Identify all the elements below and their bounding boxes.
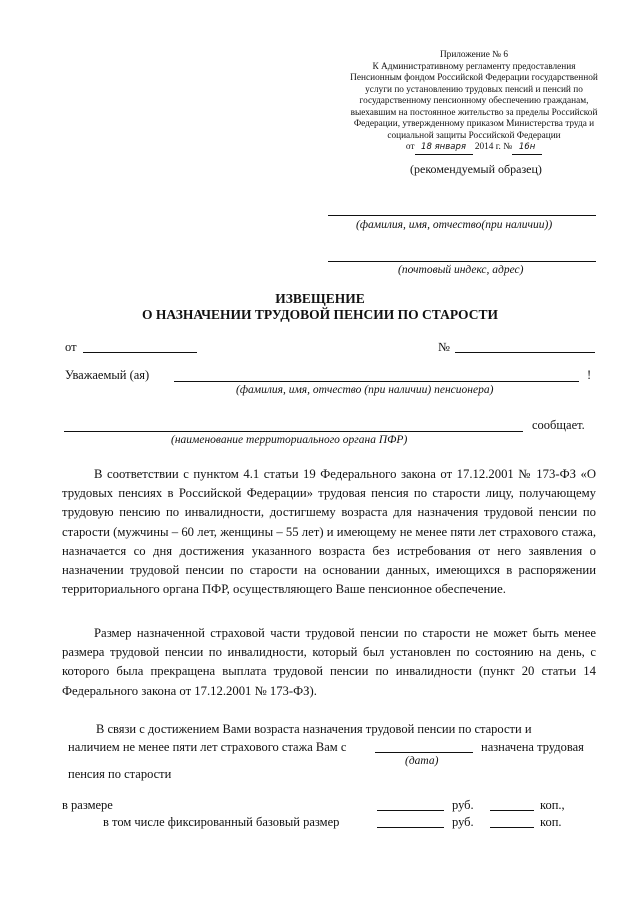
- amount-rub-label: руб.: [452, 798, 474, 812]
- assignment-line-2-start: наличием не менее пяти лет страхового стажа Вам с: [68, 740, 347, 754]
- number-label: №: [438, 340, 450, 354]
- appendix-number-handwritten: 16н: [512, 142, 542, 155]
- assignment-line-1: В связи с достижением Вами возраста назначения трудовой пенсии по старости и: [96, 722, 532, 736]
- assignment-line-3: пенсия по старости: [68, 767, 172, 781]
- informs-text: сообщает.: [532, 418, 585, 432]
- appendix-line-3: Пенсионным фондом Российской Федерации государственной: [350, 73, 598, 83]
- document-title: ИЗВЕЩЕНИЕ: [275, 291, 365, 306]
- appendix-line-2: К Административному регламенту предоставления: [372, 61, 576, 72]
- fixed-kop-line[interactable]: [490, 827, 534, 828]
- document-subtitle: О НАЗНАЧЕНИИ ТРУДОВОЙ ПЕНСИИ ПО СТАРОСТИ: [142, 307, 498, 322]
- fixed-base-label: в том числе фиксированный базовый размер: [103, 815, 340, 829]
- amount-kop-line[interactable]: [490, 810, 534, 811]
- exclamation-mark: !: [587, 368, 592, 382]
- appendix-date-line: [318, 142, 630, 155]
- pensioner-name-line[interactable]: [174, 381, 579, 382]
- appendix-date-handwritten: 18 января: [415, 142, 473, 155]
- recipient-name-line[interactable]: [328, 215, 596, 216]
- amount-kop-label: коп.,: [540, 798, 565, 812]
- assignment-date-line[interactable]: [375, 752, 473, 753]
- appendix-line-7: Федерации, утвержденному приказом Министерства труда и: [353, 119, 595, 129]
- appendix-line-6: выехавшим на постоянное жительство за пределы Российской: [350, 107, 598, 118]
- appendix-line-5: государственному пенсионному обеспечению гражданам,: [359, 96, 589, 106]
- appendix-number-prefix: №: [503, 142, 513, 152]
- organ-name-line[interactable]: [64, 431, 523, 432]
- assignment-line-2-end: назначена трудовая: [481, 740, 584, 754]
- recommended-sample-label: (рекомендуемый образец): [410, 162, 542, 176]
- body-paragraph-1: В соответствии с пунктом 4.1 статьи 19 Федерального закона от 17.12.2001 № 173-ФЗ «О трудовых пенсиях в Российской Федерации» трудовая пенсия по старости лицу, получающему трудовую пенсию по инвалидности, достигшему возраста для назначения трудовой пенсии по старости (мужчины – 60 лет, женщины – 55 лет) и имеющему не менее пяти лет страхового стажа, назначается со дня достижения указанного возраста без истребования от него заявления о назначении трудовой пенсии по старости на основании данных, имеющихся в распоряжении территориального органа ПФР, осуществляющего Ваше пенсионное обеспечение.: [62, 467, 596, 597]
- amount-label: в размере: [62, 798, 113, 812]
- assignment-date-caption: (дата): [405, 755, 439, 767]
- fixed-rub-label: руб.: [452, 815, 474, 829]
- dear-label: Уважаемый (ая): [65, 368, 150, 382]
- organ-caption: (наименование территориального органа ПФР): [171, 434, 408, 446]
- from-date-line[interactable]: [83, 352, 197, 353]
- fixed-kop-label: коп.: [540, 815, 562, 829]
- pensioner-caption: (фамилия, имя, отчество (при наличии) пенсионера): [236, 384, 494, 396]
- recipient-address-line[interactable]: [328, 261, 596, 262]
- body-paragraph-2: Размер назначенной страховой части трудовой пенсии по старости не может быть менее размера трудовой пенсии по инвалидности, который был установлен по состоянию на день, с которого была прекращена выплата трудовой пенсии по инвалидности (пункт 20 статьи 14 Федерального закона от 17.12.2001 № 173-ФЗ).: [62, 626, 596, 698]
- amount-rub-line[interactable]: [377, 810, 444, 811]
- recipient-address-caption: (почтовый индекс, адрес): [398, 264, 524, 276]
- document-number-line[interactable]: [455, 352, 595, 353]
- fixed-rub-line[interactable]: [377, 827, 444, 828]
- from-label: от: [65, 340, 77, 354]
- appendix-year: 2014 г.: [474, 142, 501, 152]
- appendix-date-prefix: от: [405, 142, 415, 152]
- appendix-line-8: социальной защиты Российской Федерации: [387, 130, 561, 141]
- appendix-line-1: Приложение № 6: [439, 50, 509, 60]
- appendix-block: [318, 50, 630, 155]
- appendix-line-4: услуги по установлению трудовых пенсий и пенсий по: [365, 84, 583, 95]
- recipient-name-caption: (фамилия, имя, отчество(при наличии)): [356, 219, 553, 231]
